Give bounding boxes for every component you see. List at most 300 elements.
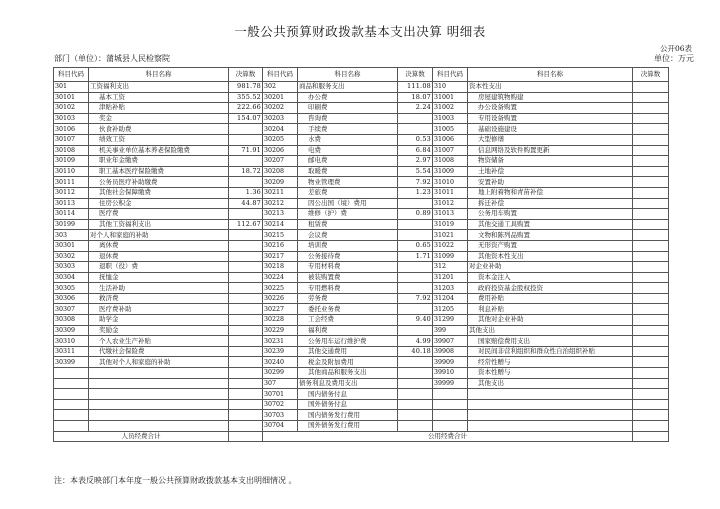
subject-name: 其他工资福利支出 xyxy=(89,219,229,230)
subject-name: 劳务费 xyxy=(298,293,398,304)
subject-code: 30206 xyxy=(263,145,298,156)
subject-name xyxy=(89,399,229,410)
amount-value xyxy=(633,240,669,251)
amount-value xyxy=(398,399,433,410)
subject-code xyxy=(433,389,468,400)
column-header: 科目代码 xyxy=(263,68,298,82)
subject-name xyxy=(89,410,229,421)
table-row xyxy=(54,166,669,177)
amount-value xyxy=(398,262,433,273)
subject-name: 国家赔偿费用支出 xyxy=(468,336,633,347)
subject-code: 31001 xyxy=(433,92,468,103)
subject-name: 税金及附加费用 xyxy=(298,357,398,368)
subject-code: 31008 xyxy=(433,156,468,167)
public-total-label: 公用经费合计 xyxy=(263,431,633,442)
subject-name: 手续费 xyxy=(298,124,398,135)
subject-code: 30103 xyxy=(54,113,89,124)
subject-name: 国内债务付息 xyxy=(298,389,398,400)
table-row xyxy=(54,399,669,410)
column-header: 决算数 xyxy=(633,68,669,82)
subject-code: 312 xyxy=(433,262,468,273)
table-row xyxy=(54,262,669,273)
column-header: 科目代码 xyxy=(433,68,468,82)
subject-code: 30208 xyxy=(263,166,298,177)
table-row xyxy=(54,209,669,220)
subject-name: 印刷费 xyxy=(298,103,398,114)
amount-value: 18.72 xyxy=(229,166,263,177)
subject-code: 30304 xyxy=(54,272,89,283)
subject-code xyxy=(433,421,468,432)
subject-code: 30309 xyxy=(54,325,89,336)
amount-value xyxy=(633,315,669,326)
amount-value xyxy=(398,378,433,389)
subject-code: 301 xyxy=(54,82,89,93)
subject-name: 咨询费 xyxy=(298,113,398,124)
subject-code: 307 xyxy=(263,378,298,389)
table-row xyxy=(54,283,669,294)
subject-code: 30307 xyxy=(54,304,89,315)
amount-value xyxy=(229,156,263,167)
subject-name: 对企业补助 xyxy=(468,262,633,273)
subject-code: 30216 xyxy=(263,240,298,251)
subject-code: 39999 xyxy=(433,378,468,389)
amount-value: 71.91 xyxy=(229,145,263,156)
subject-name: 债务利息及费用支出 xyxy=(298,378,398,389)
subject-code: 30702 xyxy=(263,399,298,410)
subject-name: 因公出国（境）费用 xyxy=(298,198,398,209)
subject-name: 职工基本医疗保险缴费 xyxy=(89,166,229,177)
subject-name: 会议费 xyxy=(298,230,398,241)
subject-name: 助学金 xyxy=(89,315,229,326)
subject-code: 31009 xyxy=(433,166,468,177)
subject-name: 对个人和家庭的补助 xyxy=(89,230,229,241)
amount-value: 7.92 xyxy=(398,177,433,188)
subject-name: 其他交通工具购置 xyxy=(468,219,633,230)
subject-name: 公务用车运行维护费 xyxy=(298,336,398,347)
amount-value xyxy=(633,134,669,145)
amount-value xyxy=(633,103,669,114)
subject-name: 经常性赠与 xyxy=(468,357,633,368)
amount-value xyxy=(398,113,433,124)
subject-code: 31299 xyxy=(433,315,468,326)
subject-name: 其他支出 xyxy=(468,378,633,389)
subject-code: 30102 xyxy=(54,103,89,114)
amount-value: 4.99 xyxy=(398,336,433,347)
subject-code: 31203 xyxy=(433,283,468,294)
subject-name: 离休费 xyxy=(89,240,229,251)
subject-name: 安置补助 xyxy=(468,177,633,188)
amount-value xyxy=(633,219,669,230)
page-title: 一般公共预算财政拨款基本支出决算 明细表 xyxy=(234,24,486,39)
amount-value: 1.23 xyxy=(398,187,433,198)
unit-label: 单位：万元 xyxy=(654,54,694,63)
subject-name: 土地补偿 xyxy=(468,166,633,177)
amount-value: 2.24 xyxy=(398,103,433,114)
amount-value xyxy=(633,145,669,156)
subject-name: 绩效工资 xyxy=(89,134,229,145)
subject-code: 30310 xyxy=(54,336,89,347)
subject-code: 30212 xyxy=(263,198,298,209)
subject-code: 30703 xyxy=(263,410,298,421)
amount-value xyxy=(633,262,669,273)
subject-name: 退休费 xyxy=(89,251,229,262)
subject-code: 30211 xyxy=(263,187,298,198)
amount-value xyxy=(633,177,669,188)
subject-name: 伙食补助费 xyxy=(89,124,229,135)
subject-code: 30704 xyxy=(263,421,298,432)
subject-code: 30101 xyxy=(54,92,89,103)
subject-code: 30306 xyxy=(54,293,89,304)
subject-code: 30108 xyxy=(54,145,89,156)
subject-code: 30213 xyxy=(263,209,298,220)
subject-name: 其他商品和服务支出 xyxy=(298,368,398,379)
table-row xyxy=(54,368,669,379)
subject-code: 30311 xyxy=(54,346,89,357)
subject-code xyxy=(54,389,89,400)
subject-code: 310 xyxy=(433,82,468,93)
subject-code: 30299 xyxy=(263,368,298,379)
amount-value xyxy=(229,357,263,368)
subject-name: 大型修缮 xyxy=(468,134,633,145)
public-total-value xyxy=(633,431,669,442)
amount-value xyxy=(633,251,669,262)
subject-code: 31013 xyxy=(433,209,468,220)
table-row xyxy=(54,251,669,262)
subject-name xyxy=(468,399,633,410)
amount-value xyxy=(633,378,669,389)
amount-value xyxy=(398,272,433,283)
subject-code xyxy=(433,399,468,410)
amount-value: 7.92 xyxy=(398,293,433,304)
table-code: 公开06表 xyxy=(659,44,692,53)
subject-name: 其他社会保障缴费 xyxy=(89,187,229,198)
amount-value xyxy=(229,389,263,400)
subject-name: 拆迁补偿 xyxy=(468,198,633,209)
subject-code: 31099 xyxy=(433,251,468,262)
subject-name xyxy=(89,378,229,389)
amount-value xyxy=(229,134,263,145)
subject-code: 39908 xyxy=(433,346,468,357)
subject-name: 奖励金 xyxy=(89,325,229,336)
subject-name: 对民间非营利组织和群众性自治组织补贴 xyxy=(468,346,633,357)
subject-code: 31012 xyxy=(433,198,468,209)
amount-value xyxy=(633,82,669,93)
table-row xyxy=(54,304,669,315)
subject-code: 39907 xyxy=(433,336,468,347)
column-header: 科目名称 xyxy=(468,68,633,82)
amount-value xyxy=(229,209,263,220)
subject-name: 被装购置费 xyxy=(298,272,398,283)
amount-value xyxy=(398,325,433,336)
subject-code: 30217 xyxy=(263,251,298,262)
subject-name xyxy=(89,368,229,379)
table-row xyxy=(54,346,669,357)
subject-name: 利息补贴 xyxy=(468,304,633,315)
amount-value xyxy=(398,304,433,315)
subject-name: 专用材料费 xyxy=(298,262,398,273)
subject-code: 31002 xyxy=(433,103,468,114)
subject-code: 31019 xyxy=(433,219,468,230)
subject-name: 信息网络及软件购置更新 xyxy=(468,145,633,156)
amount-value xyxy=(398,198,433,209)
subject-code: 399 xyxy=(433,325,468,336)
subject-code: 30239 xyxy=(263,346,298,357)
subject-code xyxy=(54,421,89,432)
subject-name: 培训费 xyxy=(298,240,398,251)
subject-name: 办公设备购置 xyxy=(468,103,633,114)
subject-name: 取暖费 xyxy=(298,166,398,177)
table-row xyxy=(54,92,669,103)
subject-code: 30228 xyxy=(263,315,298,326)
subject-name: 无形资产购置 xyxy=(468,240,633,251)
table-row xyxy=(54,124,669,135)
subject-name: 机关事业单位基本养老保险缴费 xyxy=(89,145,229,156)
subject-code xyxy=(54,399,89,410)
subject-name: 资本性支出 xyxy=(468,82,633,93)
subject-name: 资本金注入 xyxy=(468,272,633,283)
amount-value: 1.71 xyxy=(398,251,433,262)
subject-name: 文物和陈列品购置 xyxy=(468,230,633,241)
subject-name: 专用燃料费 xyxy=(298,283,398,294)
subject-code: 31204 xyxy=(433,293,468,304)
subject-name: 个人农业生产补贴 xyxy=(89,336,229,347)
amount-value xyxy=(633,209,669,220)
table-row xyxy=(54,389,669,400)
subject-code: 30301 xyxy=(54,240,89,251)
table-row xyxy=(54,103,669,114)
subject-code: 30218 xyxy=(263,262,298,273)
subject-code: 30107 xyxy=(54,134,89,145)
amount-value: 0.53 xyxy=(398,134,433,145)
amount-value xyxy=(633,325,669,336)
subject-code: 30111 xyxy=(54,177,89,188)
subject-name: 工会经费 xyxy=(298,315,398,326)
table-row xyxy=(54,113,669,124)
subject-name: 专用设备购置 xyxy=(468,113,633,124)
subject-code xyxy=(433,410,468,421)
subject-name: 代缴社会保险费 xyxy=(89,346,229,357)
subject-code: 30226 xyxy=(263,293,298,304)
amount-value xyxy=(633,368,669,379)
subject-code: 31011 xyxy=(433,187,468,198)
subject-code: 31010 xyxy=(433,177,468,188)
subject-name: 差旅费 xyxy=(298,187,398,198)
subject-name: 房屋建筑物购建 xyxy=(468,92,633,103)
amount-value: 981.78 xyxy=(229,82,263,93)
subject-name: 物资储备 xyxy=(468,156,633,167)
subject-code: 31006 xyxy=(433,134,468,145)
subject-code: 30227 xyxy=(263,304,298,315)
amount-value xyxy=(398,410,433,421)
subject-name: 委托业务费 xyxy=(298,304,398,315)
subject-code: 31007 xyxy=(433,145,468,156)
subject-name: 基本工资 xyxy=(89,92,229,103)
subject-code: 30207 xyxy=(263,156,298,167)
amount-value xyxy=(229,410,263,421)
subject-code: 30204 xyxy=(263,124,298,135)
subject-name: 国外债务发行费用 xyxy=(298,421,398,432)
table-row xyxy=(54,187,669,198)
subject-name: 水费 xyxy=(298,134,398,145)
amount-value xyxy=(633,198,669,209)
subject-code: 31021 xyxy=(433,230,468,241)
subject-name: 地上附着物和青苗补偿 xyxy=(468,187,633,198)
amount-value xyxy=(633,304,669,315)
amount-value: 0.65 xyxy=(398,240,433,251)
subject-name: 津贴补贴 xyxy=(89,103,229,114)
subject-code: 30106 xyxy=(54,124,89,135)
amount-value xyxy=(229,177,263,188)
subject-code: 30225 xyxy=(263,283,298,294)
amount-value xyxy=(633,346,669,357)
subject-code: 30215 xyxy=(263,230,298,241)
subject-code xyxy=(54,410,89,421)
amount-value: 112.67 xyxy=(229,219,263,230)
subject-name xyxy=(468,389,633,400)
subject-name: 租赁费 xyxy=(298,219,398,230)
column-header: 决算数 xyxy=(229,68,263,82)
subject-code: 30199 xyxy=(54,219,89,230)
amount-value xyxy=(633,166,669,177)
subject-name xyxy=(468,421,633,432)
column-header: 决算数 xyxy=(398,68,433,82)
amount-value xyxy=(633,92,669,103)
table-row xyxy=(54,357,669,368)
amount-value xyxy=(229,293,263,304)
subject-code: 39909 xyxy=(433,357,468,368)
amount-value: 1.36 xyxy=(229,187,263,198)
amount-value xyxy=(229,336,263,347)
subject-code: 30399 xyxy=(54,357,89,368)
amount-value xyxy=(229,240,263,251)
subject-code: 303 xyxy=(54,230,89,241)
subject-name: 公务员医疗补助缴费 xyxy=(89,177,229,188)
subject-code: 30110 xyxy=(54,166,89,177)
subject-name: 福利费 xyxy=(298,325,398,336)
amount-value xyxy=(398,219,433,230)
amount-value xyxy=(229,251,263,262)
subject-name: 其他对企业补助 xyxy=(468,315,633,326)
subject-name: 抚恤金 xyxy=(89,272,229,283)
subject-code xyxy=(54,368,89,379)
subject-name: 费用补贴 xyxy=(468,293,633,304)
amount-value xyxy=(633,357,669,368)
amount-value xyxy=(229,315,263,326)
footnote: 注：本表反映部门本年度一般公共预算财政拨款基本支出明细情况 。 xyxy=(54,476,297,485)
column-header: 科目代码 xyxy=(54,68,89,82)
amount-value: 355.52 xyxy=(229,92,263,103)
subject-code: 30205 xyxy=(263,134,298,145)
amount-value xyxy=(229,283,263,294)
subject-name: 其他资本性支出 xyxy=(468,251,633,262)
subject-code: 30303 xyxy=(54,262,89,273)
table-row xyxy=(54,156,669,167)
subject-name: 邮电费 xyxy=(298,156,398,167)
subject-code: 30231 xyxy=(263,336,298,347)
subject-code xyxy=(54,378,89,389)
amount-value xyxy=(633,187,669,198)
amount-value xyxy=(229,399,263,410)
subject-name: 国内债务发行费用 xyxy=(298,410,398,421)
table-row xyxy=(54,82,669,93)
subject-name: 医疗费补助 xyxy=(89,304,229,315)
table-row xyxy=(54,272,669,283)
subject-code: 31201 xyxy=(433,272,468,283)
personnel-total-label: 人员经费合计 xyxy=(54,431,229,442)
amount-value: 6.84 xyxy=(398,145,433,156)
table-row xyxy=(54,421,669,432)
subject-code: 30308 xyxy=(54,315,89,326)
subject-name: 国外债务付息 xyxy=(298,399,398,410)
amount-value xyxy=(398,283,433,294)
amount-value: 111.08 xyxy=(398,82,433,93)
subject-name: 公务接待费 xyxy=(298,251,398,262)
column-header: 科目名称 xyxy=(298,68,398,82)
amount-value xyxy=(633,293,669,304)
subject-code: 30302 xyxy=(54,251,89,262)
subject-code: 30224 xyxy=(263,272,298,283)
subject-code: 30203 xyxy=(263,113,298,124)
subject-name: 退职（役）费 xyxy=(89,262,229,273)
subject-name: 医疗费 xyxy=(89,209,229,220)
totals-row xyxy=(54,431,669,442)
amount-value xyxy=(398,389,433,400)
subject-name: 公务用车购置 xyxy=(468,209,633,220)
amount-value: 40.18 xyxy=(398,346,433,357)
subject-name: 电费 xyxy=(298,145,398,156)
expenditure-table xyxy=(53,67,669,442)
amount-value xyxy=(398,421,433,432)
amount-value xyxy=(633,410,669,421)
subject-code: 30214 xyxy=(263,219,298,230)
amount-value: 2.97 xyxy=(398,156,433,167)
amount-value: 0.89 xyxy=(398,209,433,220)
table-row xyxy=(54,315,669,326)
amount-value xyxy=(398,357,433,368)
amount-value: 5.54 xyxy=(398,166,433,177)
subject-code: 30229 xyxy=(263,325,298,336)
amount-value xyxy=(633,156,669,167)
subject-code: 30112 xyxy=(54,187,89,198)
subject-name: 奖金 xyxy=(89,113,229,124)
table-row xyxy=(54,177,669,188)
subject-code: 39910 xyxy=(433,368,468,379)
amount-value xyxy=(633,230,669,241)
subject-code: 31205 xyxy=(433,304,468,315)
amount-value xyxy=(398,230,433,241)
table-row xyxy=(54,410,669,421)
table-row xyxy=(54,325,669,336)
amount-value xyxy=(229,230,263,241)
subject-code: 30305 xyxy=(54,283,89,294)
table-row xyxy=(54,198,669,209)
subject-name: 办公费 xyxy=(298,92,398,103)
subject-code: 31022 xyxy=(433,240,468,251)
personnel-total-value xyxy=(229,431,263,442)
subject-name xyxy=(468,410,633,421)
table-row xyxy=(54,145,669,156)
subject-name: 资本性赠与 xyxy=(468,368,633,379)
amount-value xyxy=(633,399,669,410)
subject-code: 302 xyxy=(263,82,298,93)
amount-value xyxy=(229,346,263,357)
subject-name xyxy=(89,389,229,400)
amount-value: 18.07 xyxy=(398,92,433,103)
amount-value xyxy=(398,368,433,379)
subject-code: 30240 xyxy=(263,357,298,368)
table-row xyxy=(54,219,669,230)
table-row xyxy=(54,336,669,347)
